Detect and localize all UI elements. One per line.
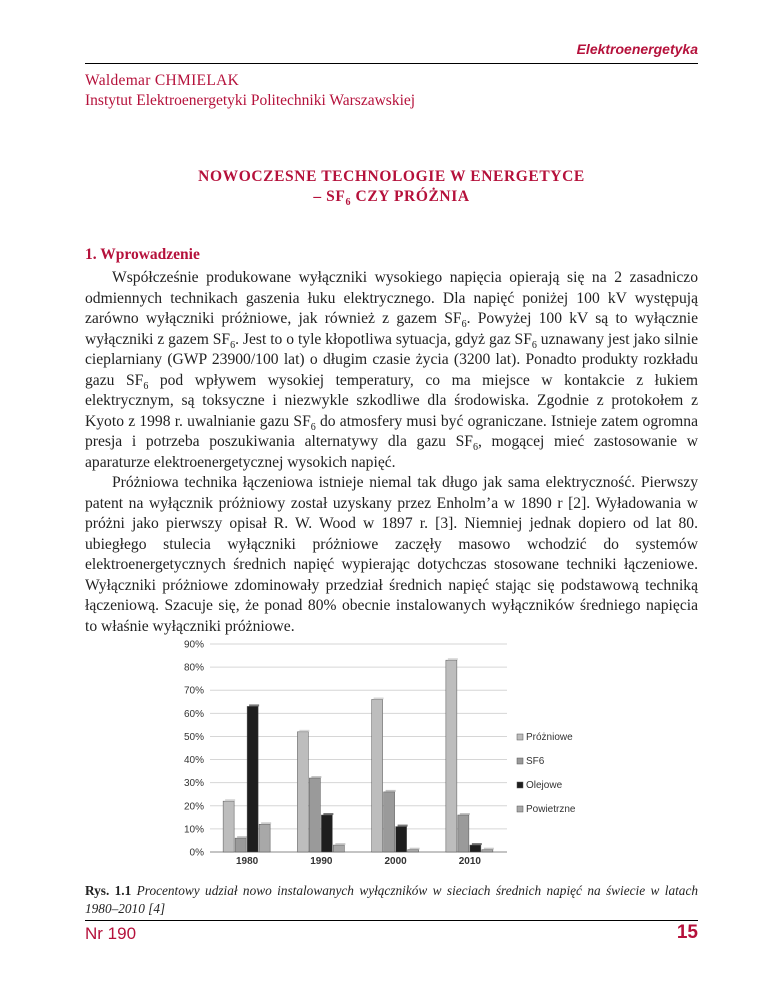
bar (384, 792, 395, 852)
legend-swatch (517, 734, 523, 740)
legend-swatch (517, 758, 523, 764)
y-tick-label: 90% (183, 639, 204, 651)
p1-sub-2: 6 (230, 339, 236, 351)
journal-name: Elektroenergetyka (576, 41, 698, 57)
caption-label: Rys. 1.1 (85, 883, 132, 898)
legend-swatch (517, 806, 523, 812)
bar (259, 824, 270, 852)
title-line-1: NOWOCZESNE TECHNOLOGIE W ENERGETYCE (198, 168, 585, 185)
p1-sub-1: 6 (461, 319, 467, 331)
bar-cap (386, 790, 396, 792)
y-tick-label: 10% (183, 824, 204, 836)
bar-cap (225, 799, 235, 801)
legend-label: SF6 (526, 756, 545, 767)
legend-label: Powietrzne (526, 804, 576, 815)
p1-sub-6: 6 (472, 442, 478, 454)
y-tick-label: 80% (183, 662, 204, 674)
bar (372, 699, 383, 852)
bar (297, 732, 308, 852)
legend-swatch (517, 782, 523, 788)
title-line-2-pre: – SF (313, 188, 346, 205)
bar (223, 801, 234, 852)
legend-label: Olejowe (526, 780, 563, 791)
bar-cap (299, 730, 309, 732)
p1-seg-b: . Powyżej 100 kV są to wyłącznie wyłączniki z gazem SF (85, 310, 699, 348)
y-tick-label: 60% (183, 708, 204, 720)
bar-cap (374, 697, 384, 699)
header-rule (85, 63, 698, 64)
bar-cap (237, 836, 247, 838)
x-tick-label: 1980 (236, 856, 259, 866)
y-tick-label: 40% (183, 755, 204, 767)
p1-seg-f: do atmosfery musi być ograniczane. Istnieje zatem ogromna presja i potrzeba poszukiwania alternatywy dla gazu SF (85, 412, 698, 450)
bar (482, 850, 493, 852)
bar (247, 706, 258, 852)
bar (235, 838, 246, 852)
y-tick-label: 50% (183, 731, 204, 743)
bar-cap (249, 704, 259, 706)
bar (321, 815, 332, 852)
title-line-2-post: CZY PRÓŻNIA (351, 188, 470, 205)
x-tick-label: 2010 (458, 856, 481, 866)
bar (446, 660, 457, 852)
bar (309, 778, 320, 852)
title-line-2 (85, 187, 698, 207)
page-number: 15 (676, 922, 698, 943)
issue-number: Nr 190 (85, 924, 137, 943)
author-block (85, 71, 415, 111)
bar (458, 815, 469, 852)
figure-caption (85, 882, 698, 918)
paragraph-2: Próżniowa technika łączeniowa istnieje niemal tak długo jak sama elektryczność. Pierwszy patent na wyłącznik próżniowy został uzyskany przez Enholm’a w 1890 r [2]. Wyładowania w próżni jako pierwszy opisał R. W. Wood w 1897 r. [3]. Niemniej jednak dopiero od lat 80. ubiegłego stulecia wyłączniki próżniowe zaczęły masowo wchodzić do systemów elektroenergetycznych średnich napięć wypierając dotychczas stosowane techniki łączeniowe. Wyłączniki próżniowe zdominowały przedział średnich napięć stając się podstawową techniką łączeniową. Szacuje się, że ponad 80% obecnie instalowanych wyłączników średniego napięcia to właśnie wyłączniki próżniowe. (85, 474, 698, 635)
bar-cap (460, 813, 470, 815)
footer-rule (85, 920, 698, 921)
bar-cap (448, 658, 458, 660)
p1-sub-3: 6 (531, 339, 537, 351)
bar-cap (311, 776, 321, 778)
bar-cap (323, 813, 333, 815)
y-tick-label: 20% (183, 801, 204, 813)
bar (470, 845, 481, 852)
p1-seg-a: Współcześnie produkowane wyłączniki wysokiego napięcia opierają się na 2 zasadniczo odmiennych technikach gaszenia łuku elektrycznego. Dla napięć poniżej 100 kV występują zarówno wyłączniki próżniowe, jak również z gazem SF (85, 269, 698, 327)
author-name: Waldemar CHMIELAK (85, 72, 240, 89)
y-tick-label: 70% (183, 685, 204, 697)
author-affiliation: Instytut Elektroenergetyki Politechniki Warszawskiej (85, 92, 416, 109)
y-tick-label: 30% (183, 778, 204, 790)
p1-seg-d: uznawany jest jako silnie cieplarniany (GWP 23900/100 lat) o długim czasie życia (3200 lat). Ponadto produkty rozkładu gazu SF (85, 330, 699, 389)
bar (408, 850, 419, 852)
y-tick-label: 0% (189, 847, 204, 859)
legend-label: Próżniowe (526, 732, 573, 743)
p1-sub-5: 6 (310, 421, 316, 433)
body-text (85, 268, 698, 637)
bar-cap (335, 843, 345, 845)
p1-sub-4: 6 (143, 380, 149, 392)
x-tick-label: 2000 (384, 856, 407, 866)
bar-cap (398, 825, 408, 827)
bar-cap (484, 848, 494, 850)
bar-chart (172, 636, 592, 866)
p1-seg-e: pod wpływem wysokiej temperatury, co ma miejsce w kontakcie z łukiem elektrycznym, są toksyczne i niezwykle szkodliwe dla środowiska. Zgodnie z protokołem z Kyoto z 1998 r. uwalnianie gazu SF (85, 371, 698, 430)
x-tick-label: 1990 (310, 856, 333, 866)
section-heading: 1. Wprowadzenie (85, 246, 200, 263)
bar (396, 827, 407, 852)
paragraph-1 (85, 268, 698, 473)
article-title (85, 167, 698, 207)
p1-seg-g: , mogącej mieć zastosowanie w aparaturze elektroenergetycznej wysokich napięć. (85, 433, 698, 471)
caption-text: Procentowy udział nowo instalowanych wyłączników w sieciach średnich napięć na świecie w latach 1980–2010 [4] (85, 883, 698, 916)
title-subscript: 6 (345, 197, 352, 209)
bar-cap (410, 848, 420, 850)
bar-cap (261, 822, 271, 824)
p1-seg-c: . Jest to o tyle kłopotliwa sytuacja, gdyż gaz SF (235, 330, 532, 348)
bar (333, 845, 344, 852)
bar-cap (472, 843, 482, 845)
